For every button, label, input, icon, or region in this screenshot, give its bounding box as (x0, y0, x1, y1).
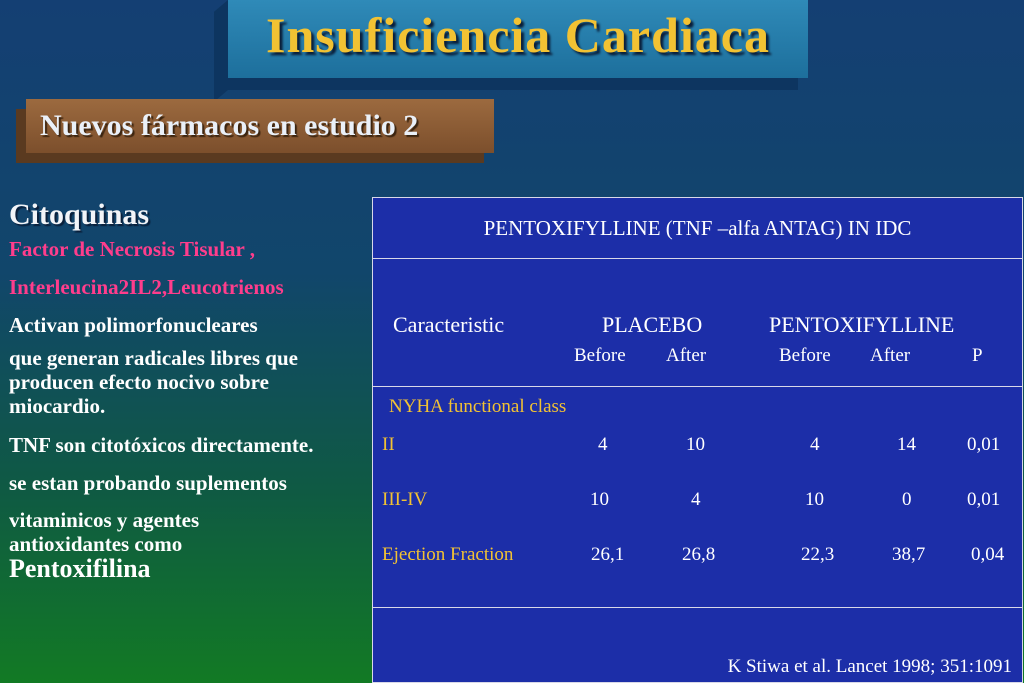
slide-title: Insuficiencia Cardiaca (266, 7, 770, 63)
table-cell: 22,3 (801, 544, 835, 565)
section-label: NYHA functional class (389, 396, 567, 417)
subheader-after-pentox: After (870, 345, 911, 366)
text-line: TNF son citotóxicos directamente. (9, 433, 314, 457)
table-cell: 10 (805, 489, 824, 510)
table-cell: 10 (686, 434, 705, 455)
table-divider (373, 607, 1022, 608)
subheader-p: P (972, 345, 983, 366)
table-divider (373, 386, 1022, 387)
text-line: Interleucina2IL2,Leucotrienos (9, 275, 284, 299)
subheader-before-placebo: Before (574, 345, 626, 366)
citation: K Stiwa et al. Lancet 1998; 351:1091 (727, 656, 1012, 677)
table-title: PENTOXIFYLLINE (TNF –alfa ANTAG) IN IDC (483, 216, 912, 240)
header-caracteristic: Caracteristic (393, 312, 505, 337)
text-line: Factor de Necrosis Tisular , (9, 237, 255, 261)
text-line: vitaminicos y agentes antioxidantes como (9, 508, 200, 556)
subheader-before-pentox: Before (779, 345, 831, 366)
table-cell: 0,04 (971, 544, 1005, 565)
table-cell: 26,1 (591, 544, 625, 565)
table-cell: 38,7 (892, 544, 926, 565)
text-line: Activan polimorfonucleares (9, 313, 258, 337)
title-banner (228, 0, 808, 78)
highlight-drug: Pentoxifilina (9, 554, 151, 583)
row-label: Ejection Fraction (382, 544, 514, 565)
header-placebo: PLACEBO (602, 312, 703, 337)
header-pentoxifylline: PENTOXIFYLLINE (769, 312, 955, 337)
left-text-column (9, 198, 379, 582)
text-line: que generan radicales libres que producen efecto nocivo sobre miocardio. (9, 346, 298, 418)
table-cell: 0 (902, 489, 912, 510)
table-cell: 10 (590, 489, 609, 510)
subtitle-banner (26, 99, 494, 153)
table-cell: 14 (897, 434, 916, 455)
table-cell: 4 (691, 489, 701, 510)
study-table (372, 197, 1023, 683)
table-cell: 4 (810, 434, 820, 455)
table-cell: 0,01 (967, 489, 1001, 510)
row-label: II (382, 434, 395, 455)
subheader-after-placebo: After (666, 345, 707, 366)
table-cell: 4 (598, 434, 608, 455)
text-line: se estan probando suplementos (9, 471, 287, 495)
table-divider (373, 258, 1022, 259)
slide-subtitle: Nuevos fármacos en estudio 2 (40, 109, 419, 142)
table-cell: 0,01 (967, 434, 1001, 455)
row-label: III-IV (382, 489, 428, 510)
table-cell: 26,8 (682, 544, 716, 565)
section-heading: Citoquinas (9, 198, 150, 231)
